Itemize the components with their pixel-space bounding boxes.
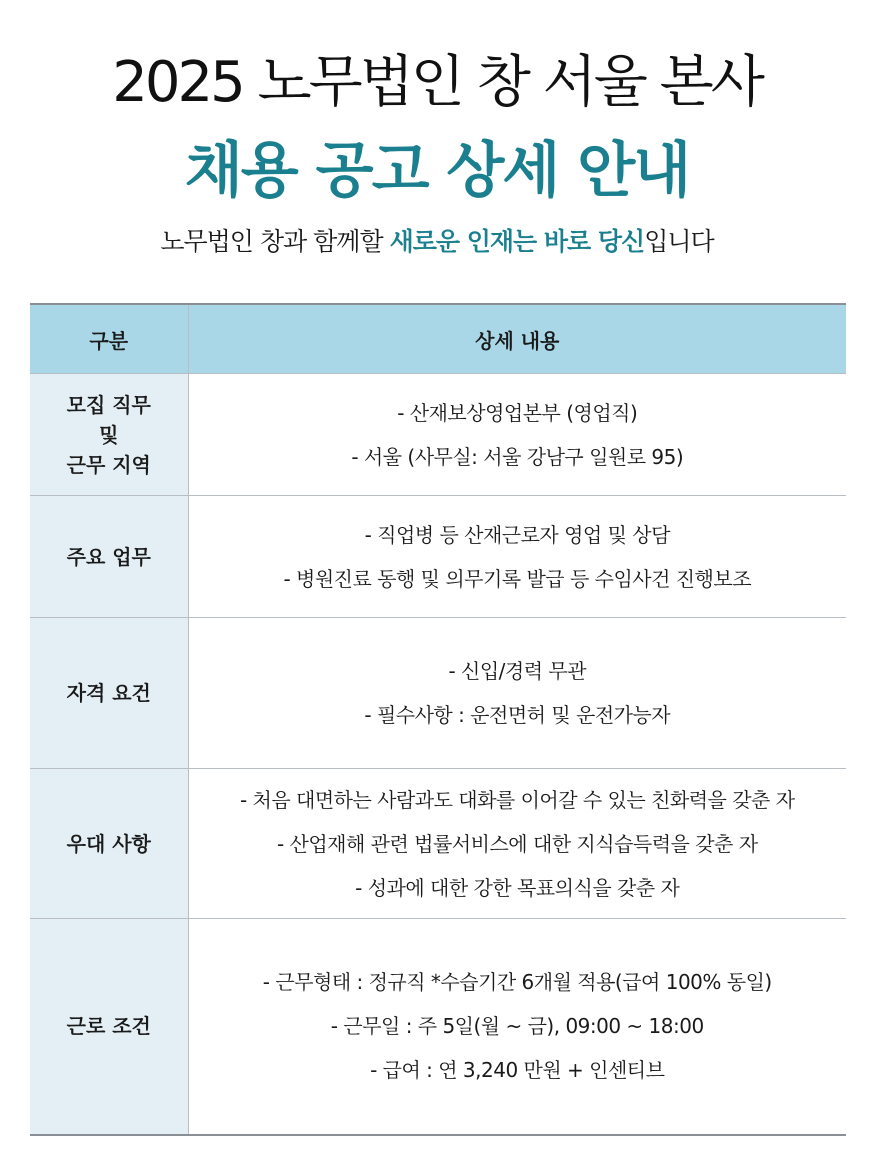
row-category-text: 주요 업무 xyxy=(66,544,151,569)
row-category-text: 우대 사항 xyxy=(66,831,151,856)
table-row xyxy=(30,374,846,496)
table-header-row xyxy=(30,304,846,374)
detail-line: - 산업재해 관련 법률서비스에 대한 지식습득력을 갖춘 자 xyxy=(276,831,758,856)
row-details xyxy=(188,374,846,496)
tagline-suffix: 입니다 xyxy=(644,227,714,256)
detail-line: - 성과에 대한 강한 목표의식을 갖춘 자 xyxy=(355,875,680,900)
detail-line: - 신입/경력 무관 xyxy=(448,659,587,683)
column-header-category: 구분 xyxy=(30,304,188,374)
tagline xyxy=(0,224,874,260)
table-row xyxy=(30,618,846,769)
detail-line: - 급여 : 연 3,240 만원 + 인센티브 xyxy=(370,1058,665,1083)
column-header-details: 상세 내용 xyxy=(188,304,846,374)
page-subtitle: 채용 공고 상세 안내 xyxy=(184,136,690,206)
detail-line: - 병원진료 동행 및 의무기록 발급 등 수임사건 진행보조 xyxy=(283,566,752,591)
row-category-text: 근무 지역 xyxy=(66,452,151,477)
row-category xyxy=(30,919,188,1135)
detail-line: - 근무형태 : 정규직 *수습기간 6개월 적용(급여 100% 동일) xyxy=(262,970,772,995)
page-title: 2025 노무법인 창 서울 본사 xyxy=(112,50,762,115)
recruitment-table xyxy=(30,303,846,1136)
row-category-text: 근로 조건 xyxy=(66,1014,151,1039)
detail-line: - 근무일 : 주 5일(월 ~ 금), 09:00 ~ 18:00 xyxy=(330,1014,704,1039)
row-category xyxy=(30,374,188,496)
row-category xyxy=(30,618,188,769)
detail-line: - 처음 대면하는 사람과도 대화를 이어갈 수 있는 친화력을 갖춘 자 xyxy=(239,787,795,812)
detail-line: - 필수사항 : 운전면허 및 운전가능자 xyxy=(364,703,671,727)
tagline-prefix: 노무법인 창과 함께할 xyxy=(160,227,390,256)
row-details xyxy=(188,769,846,919)
detail-line: - 직업병 등 산재근로자 영업 및 상담 xyxy=(364,522,670,547)
table-row xyxy=(30,919,846,1135)
row-category xyxy=(30,769,188,919)
row-category-text: 및 xyxy=(99,422,119,447)
detail-line: - 서울 (사무실: 서울 강남구 일원로 95) xyxy=(351,444,684,469)
table-row xyxy=(30,769,846,919)
row-category xyxy=(30,496,188,618)
table-row xyxy=(30,496,846,618)
row-details xyxy=(188,618,846,769)
row-category-text: 자격 요건 xyxy=(66,681,151,705)
row-details xyxy=(188,496,846,618)
row-category-text: 모집 직무 xyxy=(66,392,151,417)
row-details xyxy=(188,919,846,1135)
table-body xyxy=(30,374,846,1135)
tagline-highlight: 새로운 인재는 바로 당신 xyxy=(389,227,645,256)
detail-line: - 산재보상영업본부 (영업직) xyxy=(397,400,638,425)
